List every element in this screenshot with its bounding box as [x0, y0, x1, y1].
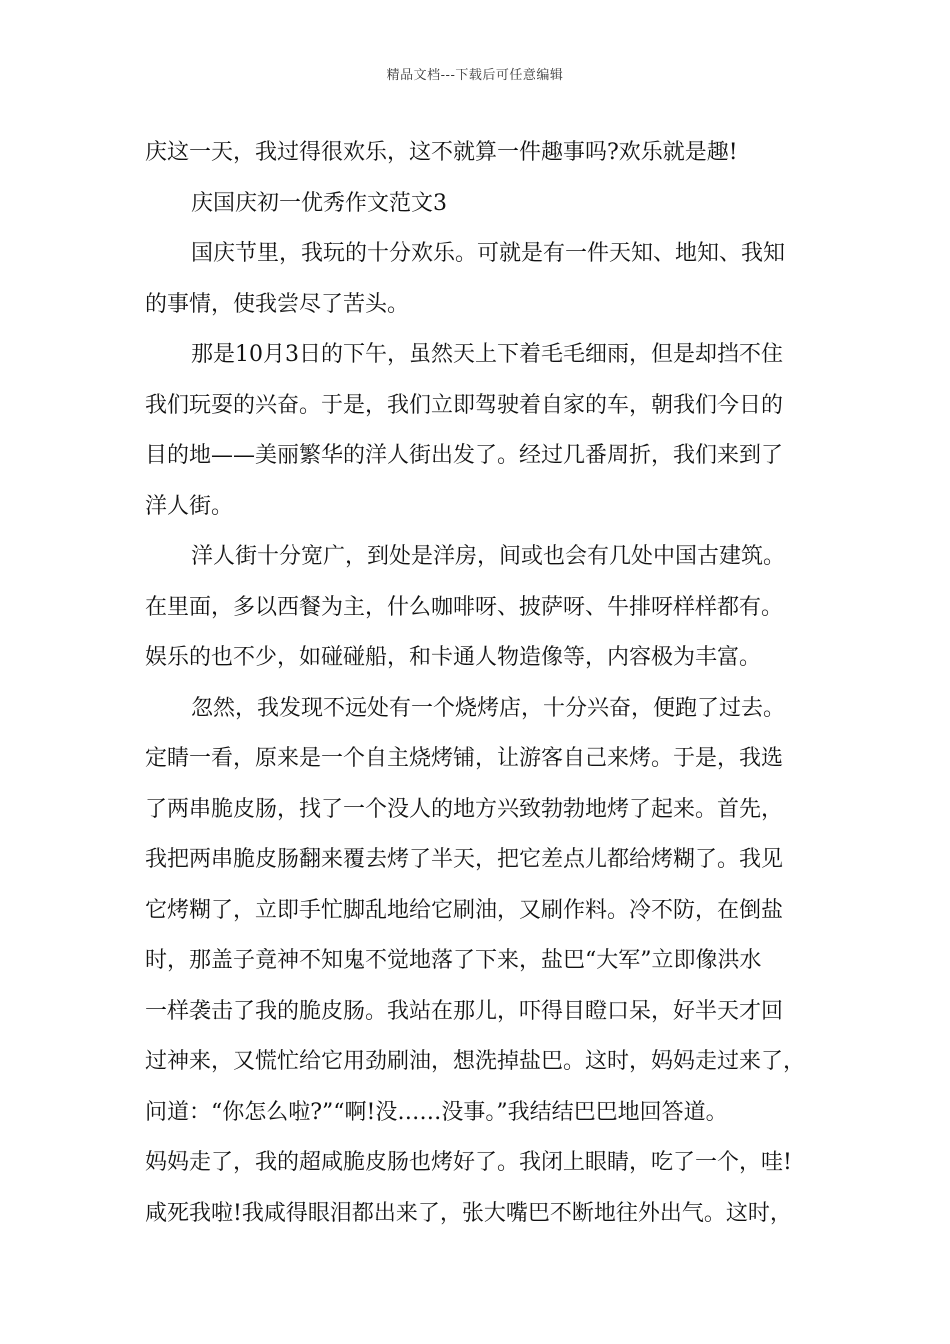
text-line: 在里面，多以西餐为主，什么咖啡呀、披萨呀、牛排呀样样都有。: [145, 594, 784, 620]
document-body: [145, 128, 825, 1239]
text-line: 时，那盖子竟神不知鬼不觉地落了下来，盐巴“大军”立即像洪水: [145, 948, 762, 973]
section-title: 庆国庆初一优秀作文范文3: [191, 190, 447, 216]
text-line: 咸死我啦!我咸得眼泪都出来了，张大嘴巴不断地往外出气。这时，: [145, 1200, 792, 1226]
text-line: 问道：“你怎么啦?”“啊!没……没事。”我结结巴巴地回答道。: [145, 1099, 728, 1125]
text-line: 国庆节里，我玩的十分欢乐。可就是有一件天知、地知、我知: [191, 241, 786, 266]
text-line: 一样袭击了我的脆皮肠。我站在那儿，吓得目瞪口呆，好半天才回: [145, 998, 784, 1024]
text-line: 了两串脆皮肠，找了一个没人的地方兴致勃勃地烤了起来。首先，: [145, 796, 784, 822]
text-line: 庆这一天，我过得很欢乐，这不就算一件趣事吗?欢乐就是趣!: [145, 140, 738, 165]
text-line: 妈妈走了，我的超咸脆皮肠也烤好了。我闭上眼睛，吃了一个，哇!: [145, 1150, 792, 1175]
text-line: 目的地——美丽繁华的洋人街出发了。经过几番周折，我们来到了: [145, 443, 784, 468]
text-line: 它烤糊了，立即手忙脚乱地给它刷油，又刷作料。冷不防，在倒盐: [145, 897, 784, 923]
text-line: 娱乐的也不少，如碰碰船，和卡通人物造像等，内容极为丰富。: [145, 645, 762, 670]
text-line: 洋人街。: [145, 493, 234, 519]
text-line: 洋人街十分宽广，到处是洋房，间或也会有几处中国古建筑。: [191, 544, 786, 569]
text-line: 那是10月3日的下午，虽然天上下着毛毛细雨，但是却挡不住: [191, 342, 783, 367]
page-header: 精品文档---下载后可任意编辑: [386, 68, 564, 83]
text-line: 过神来，又慌忙给它用劲刷油，想洗掉盐巴。这时，妈妈走过来了，: [145, 1049, 806, 1074]
text-line: 定睛一看，原来是一个自主烧烤铺，让游客自己来烤。于是，我选: [145, 746, 784, 771]
text-line: 的事情，使我尝尽了苦头。: [145, 291, 410, 317]
text-line: 我把两串脆皮肠翻来覆去烤了半天，把它差点儿都给烤糊了。我见: [145, 847, 784, 872]
text-line: 忽然，我发现不远处有一个烧烤店，十分兴奋，便跑了过去。: [191, 695, 786, 721]
text-line: 我们玩耍的兴奋。于是，我们立即驾驶着自家的车，朝我们今日的: [145, 392, 784, 418]
